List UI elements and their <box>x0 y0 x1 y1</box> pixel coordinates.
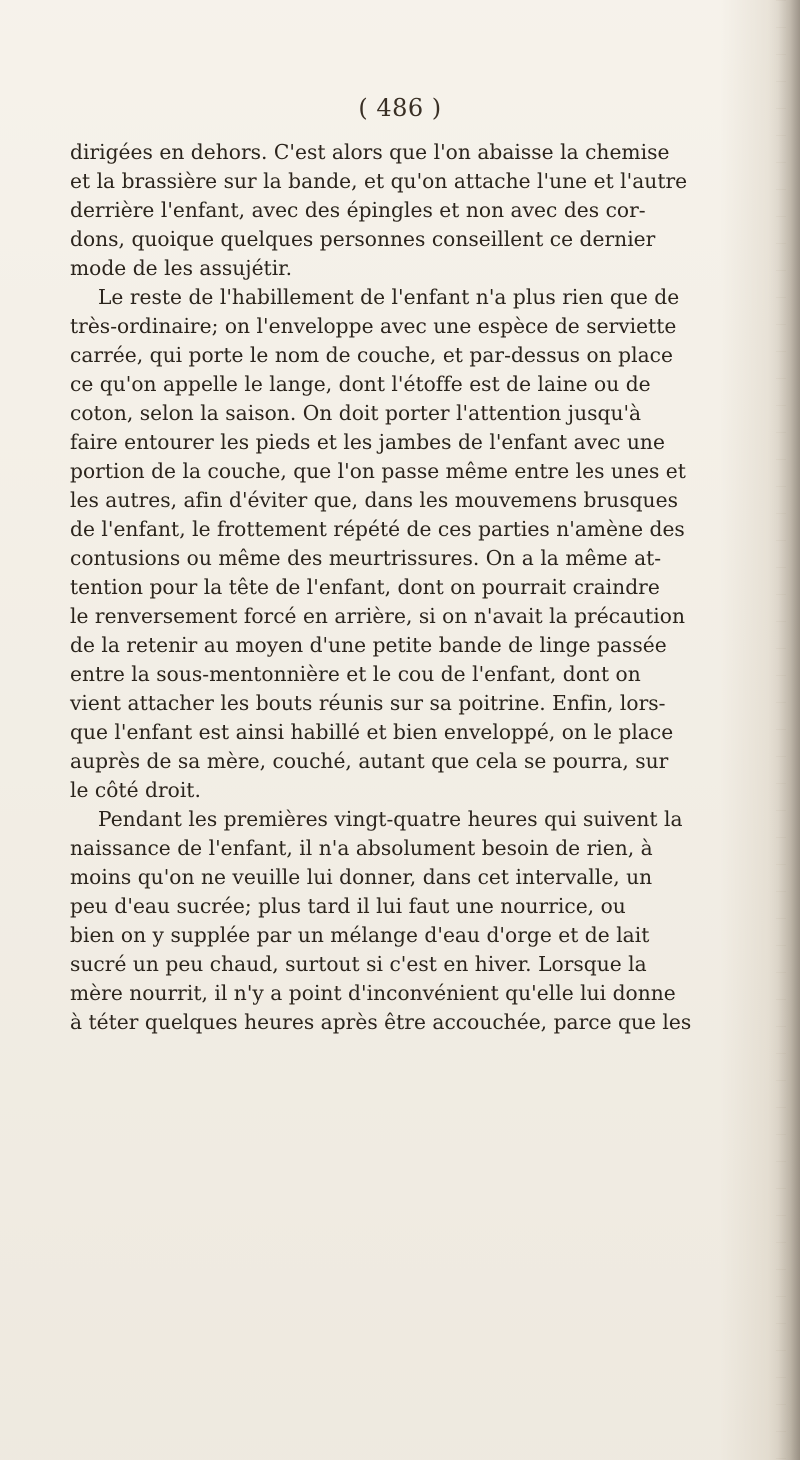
page-number-header: ( 486 ) <box>358 94 442 122</box>
text-line: bien on y supplée par un mélange d'eau d'orge et de lait <box>70 923 650 947</box>
text-line: vient attacher les bouts réunis sur sa poitrine. Enfin, lors- <box>70 691 666 715</box>
page-shadow-edge <box>778 0 800 1460</box>
text-line: le côté droit. <box>70 778 201 802</box>
text-line: dons, quoique quelques personnes conseillent ce dernier <box>70 227 656 251</box>
text-line: faire entourer les pieds et les jambes de l'enfant avec une <box>70 430 665 454</box>
text-line: dirigées en dehors. C'est alors que l'on abaisse la chemise <box>70 140 670 164</box>
text-line: contusions ou même des meurtrissures. On a la même at- <box>70 546 662 570</box>
text-line: coton, selon la saison. On doit porter l'attention jusqu'à <box>70 401 642 425</box>
text-line: mère nourrit, il n'y a point d'inconvénient qu'elle lui donne <box>70 981 676 1005</box>
text-line: de l'enfant, le frottement répété de ces parties n'amène des <box>70 517 685 541</box>
text-line: carrée, qui porte le nom de couche, et par-dessus on place <box>70 343 673 367</box>
paragraph-start-line: Le reste de l'habillement de l'enfant n'a plus rien que de <box>98 285 680 309</box>
text-line: naissance de l'enfant, il n'a absolument besoin de rien, à <box>70 836 653 860</box>
text-line: de la retenir au moyen d'une petite bande de linge passée <box>70 633 667 657</box>
text-line: les autres, afin d'éviter que, dans les mouvemens brusques <box>70 488 678 512</box>
body-text <box>70 138 740 1037</box>
text-line: très-ordinaire; on l'enveloppe avec une espèce de serviette <box>70 314 677 338</box>
text-line: entre la sous-mentonnière et le cou de l'enfant, dont on <box>70 662 641 686</box>
text-line: portion de la couche, que l'on passe même entre les unes et <box>70 459 686 483</box>
text-line: derrière l'enfant, avec des épingles et non avec des cor- <box>70 198 646 222</box>
text-line: peu d'eau sucrée; plus tard il lui faut une nourrice, ou <box>70 894 626 918</box>
text-line: le renversement forcé en arrière, si on n'avait la précaution <box>70 604 685 628</box>
text-line: ce qu'on appelle le lange, dont l'étoffe est de laine ou de <box>70 372 651 396</box>
text-line: moins qu'on ne veuille lui donner, dans cet intervalle, un <box>70 865 653 889</box>
text-line: mode de les assujétir. <box>70 256 293 280</box>
text-line: que l'enfant est ainsi habillé et bien enveloppé, on le place <box>70 720 674 744</box>
paragraph-start-line: Pendant les premières vingt-quatre heures qui suivent la <box>98 807 683 831</box>
text-line: sucré un peu chaud, surtout si c'est en hiver. Lorsque la <box>70 952 647 976</box>
text-line: auprès de sa mère, couché, autant que cela se pourra, sur <box>70 749 669 773</box>
text-line: à téter quelques heures après être accouchée, parce que les <box>70 1010 692 1034</box>
text-line: tention pour la tête de l'enfant, dont on pourrait craindre <box>70 575 660 599</box>
text-line: et la brassière sur la bande, et qu'on attache l'une et l'autre <box>70 169 688 193</box>
